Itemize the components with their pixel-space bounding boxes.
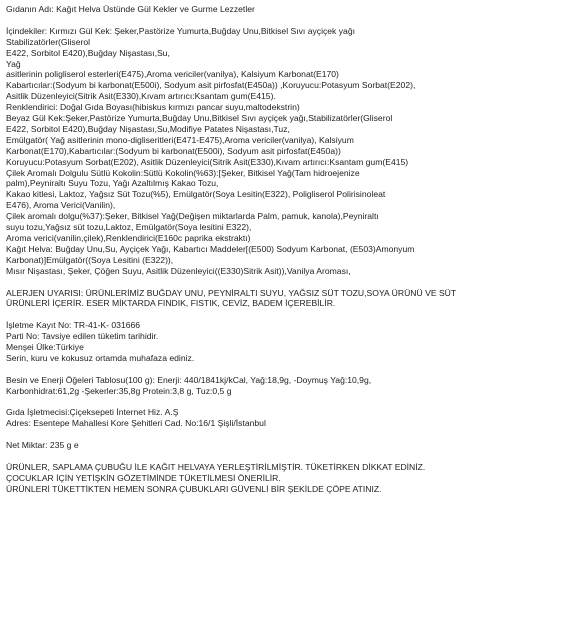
- spacer: [6, 364, 576, 375]
- ingredients-line: Asitlik Düzenleyici(Sitrik Asit(E330),Kıvam artırıcı:Ksantam gum(E415).: [6, 91, 276, 102]
- nutrition-line: Besin ve Enerji Öğeleri Tablosu(100 g): Enerji: 440/1841kj/kCal, Yağ:18,9g, -Doymuş Yağ:10,9g,: [6, 374, 372, 385]
- ingredients-line: asitlerinin poligliserol esterleri(E475),Aroma vericiler(vanilya), Kalsiyum Karbonat(E170): [6, 69, 339, 80]
- nutrition-facts: [6, 375, 576, 397]
- storage-instructions: Serin, kuru ve kokusuz ortamda muhafaza ediniz.: [6, 352, 195, 363]
- ingredients-line: Karbonat(E170),Kabartıcılar:(Sodyum bi karbonat(E500i), Sodyum asit pirfosfat(E450a)): [6, 145, 341, 156]
- country-of-origin: Menşei Ülke:Türkiye: [6, 342, 84, 353]
- warning-line: ÜRÜNLERİ TÜKETTİKTEN HEMEN SONRA ÇUBUKLARI GÜVENLİ BİR ŞEKİLDE ÇÖPE ATINIZ.: [6, 483, 382, 494]
- net-weight: Net Miktar: 235 g e: [6, 440, 79, 451]
- ingredients-line: Karbonat)]Emülgatör((Soya Lesitini (E322)),: [6, 254, 174, 265]
- ingredients-line: Kabartıcılar:(Sodyum bi karbonat(E500i), Sodyum asit pirfosfat(E450a)) ,Koruyucu:Potasyum Sorbat(E202),: [6, 80, 416, 91]
- allergen-line: ÜRÜNLERİ İÇERİR. ESER MİKTARDA FINDIK, FISTIK, CEVİZ, BADEM İÇEREBİLİR.: [6, 298, 336, 309]
- ingredients-line: İçindekiler: Kırmızı Gül Kek: Şeker,Pastörize Yumurta,Buğday Unu,Bitkisel Sıvı ayçiçek yağı: [6, 25, 355, 36]
- ingredients-line: suyu tozu,Yağsız süt tozu,Laktoz, Emülgatör(Soya lesitini E322),: [6, 222, 252, 233]
- ingredients-line: Yağ: [6, 58, 21, 69]
- ingredients-line: Renklendirici: Doğal Gıda Boyası(hibiskus kırmızı pancar suyu,maltodekstrin): [6, 102, 300, 113]
- product-title: Gıdanın Adı: Kağıt Helva Üstünde Gül Kekler ve Gurme Lezzetler: [6, 4, 255, 14]
- ingredients-line: Kağıt Helva: Buğday Unu,Su, Ayçiçek Yağı, Kabartıcı Maddeler[(E500) Sodyum Karbonat, (E503)Amonyum: [6, 243, 415, 254]
- registration-number: İşletme Kayıt No: TR-41-K- 031666: [6, 320, 141, 331]
- spacer: [6, 15, 576, 26]
- ingredients-section: [6, 26, 576, 277]
- warning-line: ÜRÜNLER, SAPLAMA ÇUBUĞU İLE KAĞIT HELVAYA YERLEŞTİRİLMİŞTİR. TÜKETİRKEN DİKKAT EDİNİZ.: [6, 461, 426, 472]
- ingredients-line: Mısır Nişastası, Şeker, Çöğen Suyu, Asitlik Düzenleyici((E330)Sitrik Asit)),Vanilya Aroması,: [6, 265, 351, 276]
- ingredients-line: palm),Peyniraltı Suyu Tozu, Yağı Azaltılmış Kakao Tozu,: [6, 178, 219, 189]
- ingredients-line: Çilek aromalı dolgu(%37):Şeker, Bitkisel Yağ(Değişen miktarlarda Palm, pamuk, kanola),Peyniraltı: [6, 211, 379, 222]
- ingredients-line: Kakao kitlesi, Laktoz, Yağsız Süt Tozu(%5), Emülgatör(Soya Lesitin(E322), Poligliserol Polirisinoleat: [6, 189, 386, 200]
- allergen-line: ALERJEN UYARISI: ÜRÜNLERİMİZ BUĞDAY UNU, PEYNİRALTI SUYU, YAĞSIZ SÜT TOZU,SOYA ÜRÜNÜ VE SÜT: [6, 287, 457, 298]
- lot-number: Parti No: Tavsiye edilen tüketim tarihidir.: [6, 331, 159, 342]
- ingredients-line: Koruyucu:Potasyum Sorbat(E202), Asitlik Düzenleyici(Sitrik Asit(E330),Kıvam artırıcı:Ksantam gum(E415): [6, 156, 409, 167]
- warning-line: ÇOCUKLAR İÇİN YETİŞKİN GÖZETİMİNDE TÜKETİLMESİ ÖNERİLİR.: [6, 472, 281, 483]
- nutrition-line: Karbonhidrat:61,2g -Şekerler:35,8g Protein:3,8 g, Tuz:0,5 g: [6, 385, 232, 396]
- spacer: [6, 397, 576, 408]
- ingredients-line: E422, Sorbitol E420),Buğday Nişastası,Su,Modifiye Patates Nişastası,Tuz,: [6, 123, 290, 134]
- safety-warning: [6, 462, 576, 495]
- ingredients-line: Çilek Aromalı Dolgulu Sütlü Kokolin:Sütlü Kokolin(%63):[Şeker, Bitkisel Yağ(Tam hidroejenize: [6, 167, 360, 178]
- ingredients-line: Aroma verici(vanilin,çilek),Renklendirici(E160c paprika ekstraktı): [6, 233, 251, 244]
- spacer: [6, 451, 576, 462]
- product-label-document: [6, 4, 576, 495]
- spacer: [6, 429, 576, 440]
- ingredients-line: Stabilizatörler(Gliserol: [6, 36, 91, 47]
- allergen-warning: [6, 288, 576, 310]
- spacer: [6, 277, 576, 288]
- ingredients-line: Emülgatör( Yağ asitlerinin mono-digliseritleri(E471-E475),Aroma vericiler(vanilya), Kalsiyum: [6, 134, 354, 145]
- ingredients-line: E476), Aroma Verici(Vanilin),: [6, 200, 116, 211]
- food-operator: Gıda İşletmecisi:Çiçeksepeti İnternet Hiz. A.Ş: [6, 407, 179, 418]
- operator-address: Adres: Esentepe Mahallesi Kore Şehitleri Cad. No:16/1 Şişli/İstanbul: [6, 418, 266, 429]
- spacer: [6, 309, 576, 320]
- ingredients-line: E422, Sorbitol E420),Buğday Nişastası,Su,: [6, 47, 170, 58]
- ingredients-line: Beyaz Gül Kek:Şeker,Pastörize Yumurta,Buğday Unu,Bitkisel Sıvı ayçiçek yağı,Stabilizatörler(Gliserol: [6, 113, 393, 124]
